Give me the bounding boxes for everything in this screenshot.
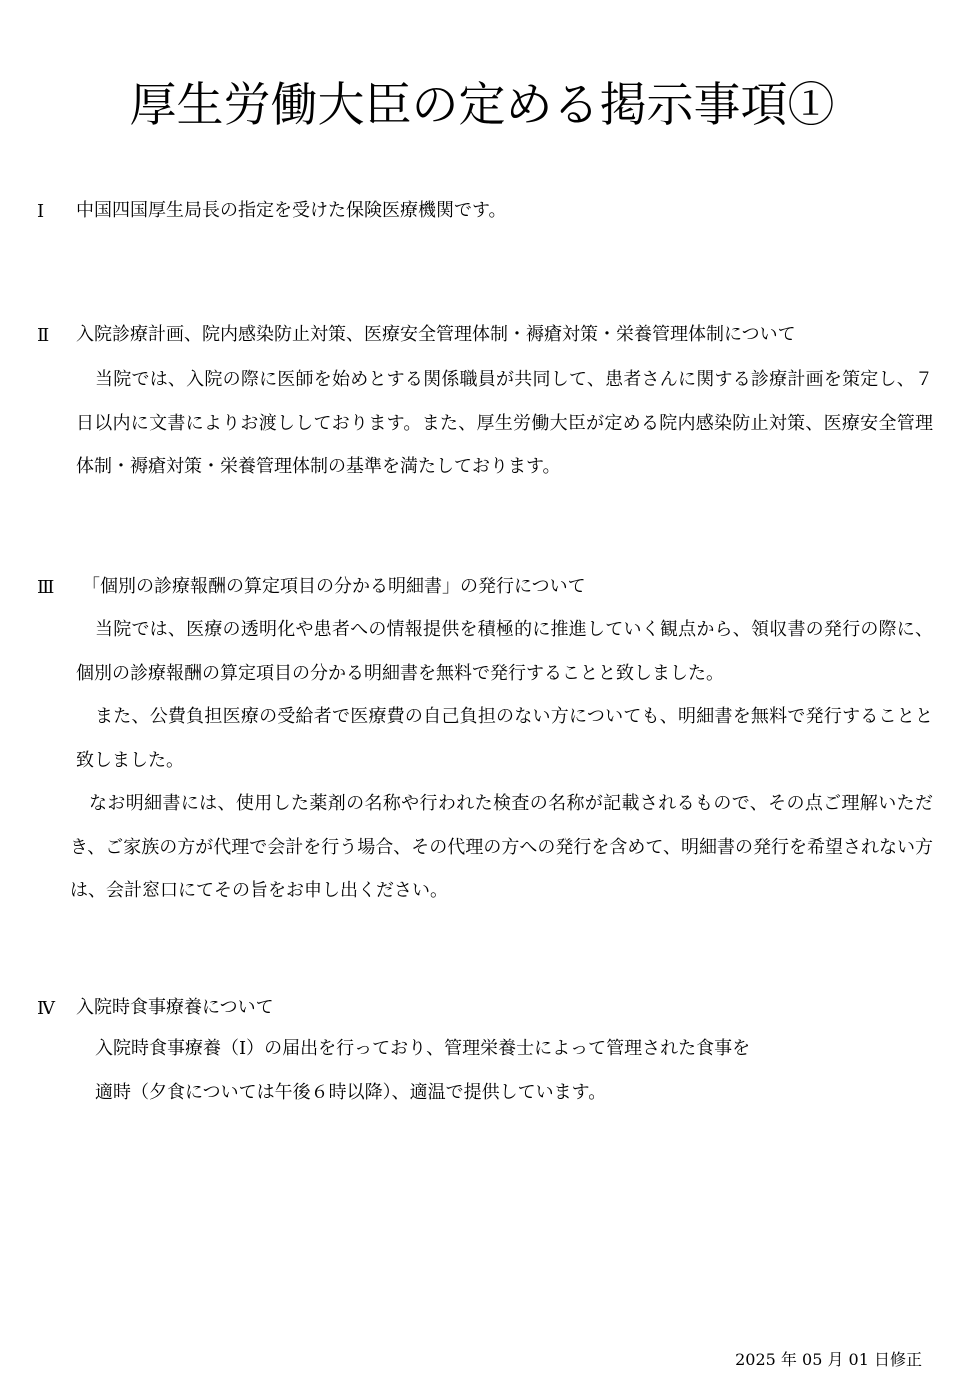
section-2	[0, 318, 964, 489]
revision-date: 2025 年 05 月 01 日修正	[735, 1350, 922, 1369]
section-numeral: Ⅲ	[37, 577, 55, 597]
section-3	[0, 570, 964, 913]
section-numeral: Ⅰ	[37, 201, 45, 221]
section-heading	[0, 570, 964, 604]
section-heading	[0, 194, 964, 228]
section-heading-text: 入院診療計画、院内感染防止対策、医療安全管理体制・褥瘡対策・栄養管理体制について	[76, 324, 796, 345]
section-4	[0, 991, 964, 1114]
section-paragraph: 当院では、入院の際に医師を始めとする関係職員が共同して、患者さんに関する診療計画を策定し、７日以内に文書によりお渡ししております。また、厚生労働大臣が定める院内感染防止対策、医療安全管理体制・褥瘡対策・栄養管理体制の基準を満たしております。	[76, 369, 933, 477]
section-paragraph: 当院では、医療の透明化や患者への情報提供を積極的に推進していく観点から、領収書の発行の際に、個別の診療報酬の算定項目の分かる明細書を無料で発行することと致しました。	[76, 619, 933, 684]
page-title: 厚生労働大臣の定める掲示事項①	[129, 78, 835, 133]
section-paragraph: 入院時食事療養（Ⅰ）の届出を行っており、管理栄養士によって管理された食事を	[95, 1038, 751, 1059]
section-numeral: Ⅱ	[37, 325, 50, 345]
section-heading-text: 入院時食事療養について	[76, 997, 274, 1018]
section-heading	[0, 991, 964, 1025]
section-paragraph: なお明細書には、使用した薬剤の名称や行われた検査の名称が記載されるもので、その点ご理解いただき、ご家族の方が代理で会計を行う場合、その代理の方への発行を含めて、明細書の発行を希望されない方は、会計窓口にてその旨をお申し出ください。	[70, 793, 933, 901]
section-heading	[0, 318, 964, 352]
section-1	[0, 194, 964, 228]
section-paragraph: また、公費負担医療の受給者で医療費の自己負担のない方についても、明細書を無料で発行することと致しました。	[76, 706, 933, 771]
section-paragraph: 適時（夕食については午後６時以降）、適温で提供しています。	[95, 1081, 607, 1103]
section-numeral: Ⅳ	[37, 998, 55, 1018]
section-heading-text: 中国四国厚生局長の指定を受けた保険医療機関です。	[76, 200, 507, 221]
section-heading-text: 「個別の診療報酬の算定項目の分かる明細書」の発行について	[82, 576, 586, 597]
